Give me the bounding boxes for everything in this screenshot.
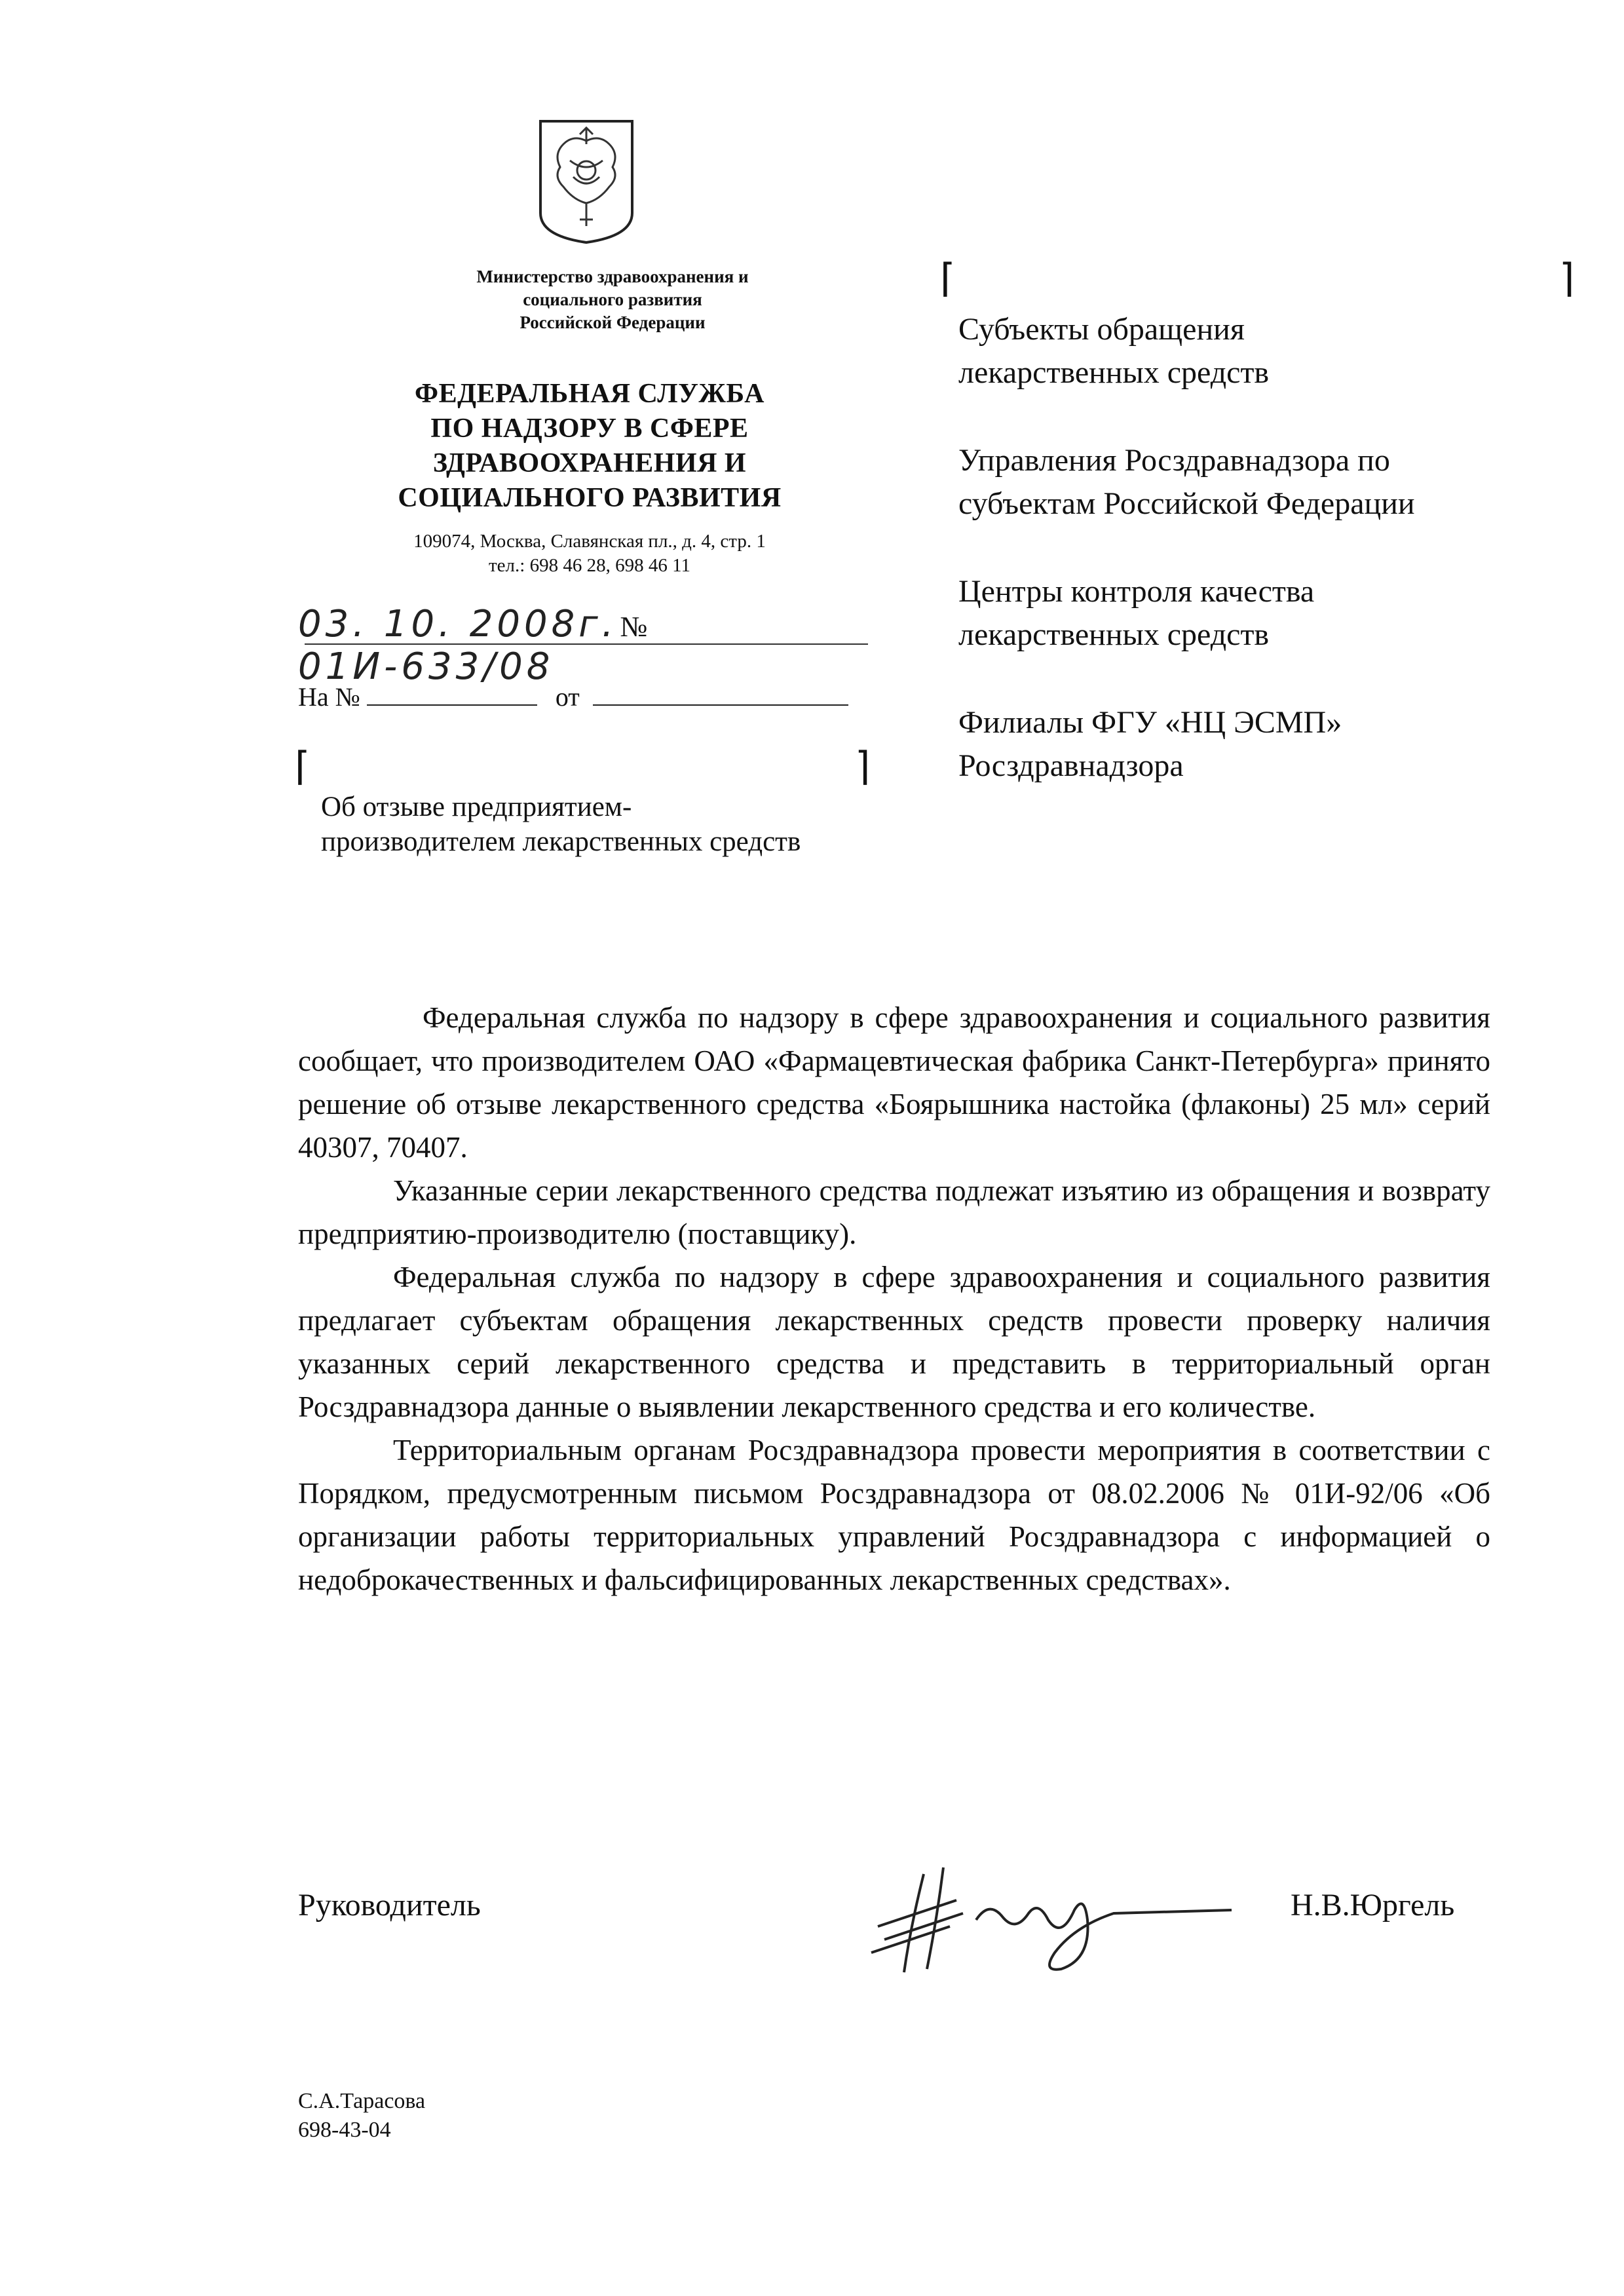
outgoing-date: 03. 10. 2008г. xyxy=(298,603,618,645)
body-paragraph: Федеральная служба по надзору в сфере здравоохранения и социального развития предлагает субъектам обращения лекарственных средств провести проверку наличия указанных серий лекарственного средства и представить в территориальный орган Росздравнадзора данные о выявлении лекарственного средства и его количестве. xyxy=(298,1261,1490,1423)
body-paragraph: Федеральная служба по надзору в сфере здравоохранения и социального развития сообщает, что производителем ОАО «Фармацевтическая фабрика Санкт-Петербурга» принято решение об отзыве лекарственного средства «Боярышника настойка (флаконы) 25 мл» серий 40307, 70407. xyxy=(298,1001,1490,1164)
executor-info xyxy=(298,2087,425,2145)
outgoing-date-number xyxy=(298,603,888,688)
recipient-bracket-right: ⌉ xyxy=(1559,256,1575,301)
body-paragraph: Территориальным органам Росздравнадзора провести мероприятия в соответствии с Порядком, предусмотренным письмом Росздравнадзора от 08.02.2006 № 01И-92/06 «Об организации работы территориальных управлений Росздравнадзора с информацией о недоброкачественных и фальсифицированных лекарственных средствах». xyxy=(298,1434,1490,1596)
recipient-block: Субъекты обращения лекарственных средств xyxy=(958,312,1270,390)
outgoing-number: 01И-633/08 xyxy=(298,645,554,688)
letter-body xyxy=(298,996,1490,1601)
signatory-position: Руководитель xyxy=(298,1888,481,1923)
executor-name: С.А.Тарасова xyxy=(298,2089,426,2113)
agency-address: 109074, Москва, Славянская пл., д. 4, стр. 1 тел.: 698 46 28, 698 46 11 xyxy=(413,531,766,576)
number-sign: № xyxy=(620,611,648,643)
recipient-bracket-left: ⌈ xyxy=(940,256,956,301)
ministry-name: Министерство здравоохранения и социального развития Российской Федерации xyxy=(476,267,749,332)
reference-date-blank xyxy=(593,682,848,706)
handwritten-signature xyxy=(865,1848,1258,1979)
recipient-block: Филиалы ФГУ «НЦ ЭСМП» Росздравнадзора xyxy=(958,705,1342,783)
reference-number-blank xyxy=(367,682,537,706)
reference-line: На № от xyxy=(298,681,848,712)
agency-name: ФЕДЕРАЛЬНАЯ СЛУЖБА ПО НАДЗОРУ В СФЕРЕ ЗДРАВООХРАНЕНИЯ И СОЦИАЛЬНОГО РАЗВИТИЯ xyxy=(398,379,782,513)
subject-bracket-right: ⌉ xyxy=(855,744,871,790)
executor-phone: 698-43-04 xyxy=(298,2118,391,2142)
signatory-name: Н.В.Юргель xyxy=(1291,1888,1455,1923)
recipient-block: Управления Росздравнадзора по субъектам Российской Федерации xyxy=(958,443,1415,521)
body-paragraph: Указанные серии лекарственного средства подлежат изъятию из обращения и возврату предприятию-производителю (поставщику). xyxy=(298,1174,1490,1250)
subject-bracket-left: ⌈ xyxy=(295,744,311,790)
coat-of-arms-emblem-icon xyxy=(534,115,639,246)
recipient-block: Центры контроля качества лекарственных средств xyxy=(958,574,1315,652)
date-underline xyxy=(305,643,868,645)
letter-subject: Об отзыве предприятием- производителем лекарственных средств xyxy=(321,792,801,857)
